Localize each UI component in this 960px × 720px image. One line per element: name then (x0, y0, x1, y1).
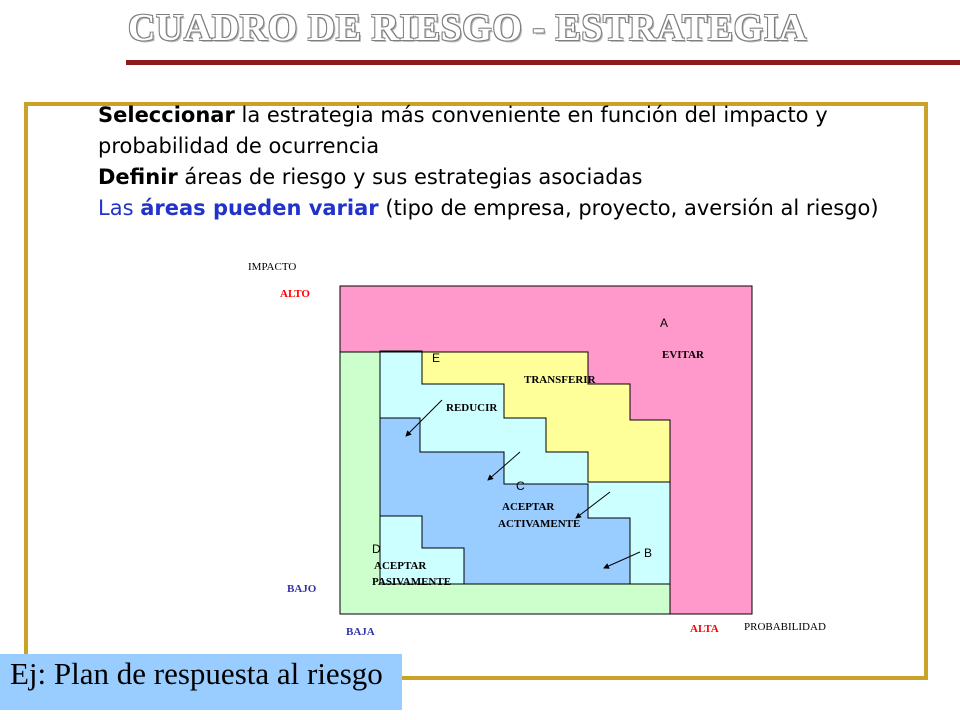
bullet-keyword: Seleccionar (98, 103, 235, 127)
bullet-text: (tipo de empresa, proyecto, aversión al riesgo) (378, 196, 879, 220)
zone-e-label: TRANSFERIR (524, 374, 596, 386)
zone-a-label: EVITAR (662, 349, 704, 361)
zone-d-label-1: ACEPTAR (374, 560, 427, 572)
bullet-text: la estrategia más conveniente en función del impacto y probabilidad de ocurrencia (98, 103, 828, 158)
zone-c-label-1: ACEPTAR (502, 501, 555, 513)
axis-x-low-label: BAJA (346, 626, 375, 638)
bullet-prefix: Las (98, 196, 141, 220)
axis-y-low-label: BAJO (287, 583, 317, 595)
zone-a-letter: A (660, 316, 669, 330)
bullet-keyword: Definir (98, 165, 178, 189)
page-title: CUADRO DE RIESGO - ESTRATEGIA (128, 7, 807, 49)
zone-b-letter: B (644, 546, 653, 560)
example-caption-box (0, 654, 402, 710)
zone-d-label-2: PASIVAMENTE (372, 576, 452, 588)
axis-x-high-label: ALTA (690, 623, 719, 635)
zone-e-letter: E (432, 351, 441, 365)
zone-d-letter: D (372, 542, 381, 556)
example-caption: Ej: Plan de respuesta al riesgo (10, 656, 383, 691)
bullet-text: áreas de riesgo y sus estrategias asociadas (177, 165, 643, 189)
zone-c-label-2: ACTIVAMENTE (498, 518, 581, 530)
axis-y-high-label: ALTO (280, 288, 310, 300)
axis-x-title: PROBABILIDAD (744, 621, 826, 633)
zone-reducir-label: REDUCIR (446, 402, 498, 414)
zone-c-letter: C (516, 479, 525, 493)
bullet-keyword: áreas pueden variar (140, 196, 379, 220)
axis-y-title: IMPACTO (248, 261, 297, 273)
